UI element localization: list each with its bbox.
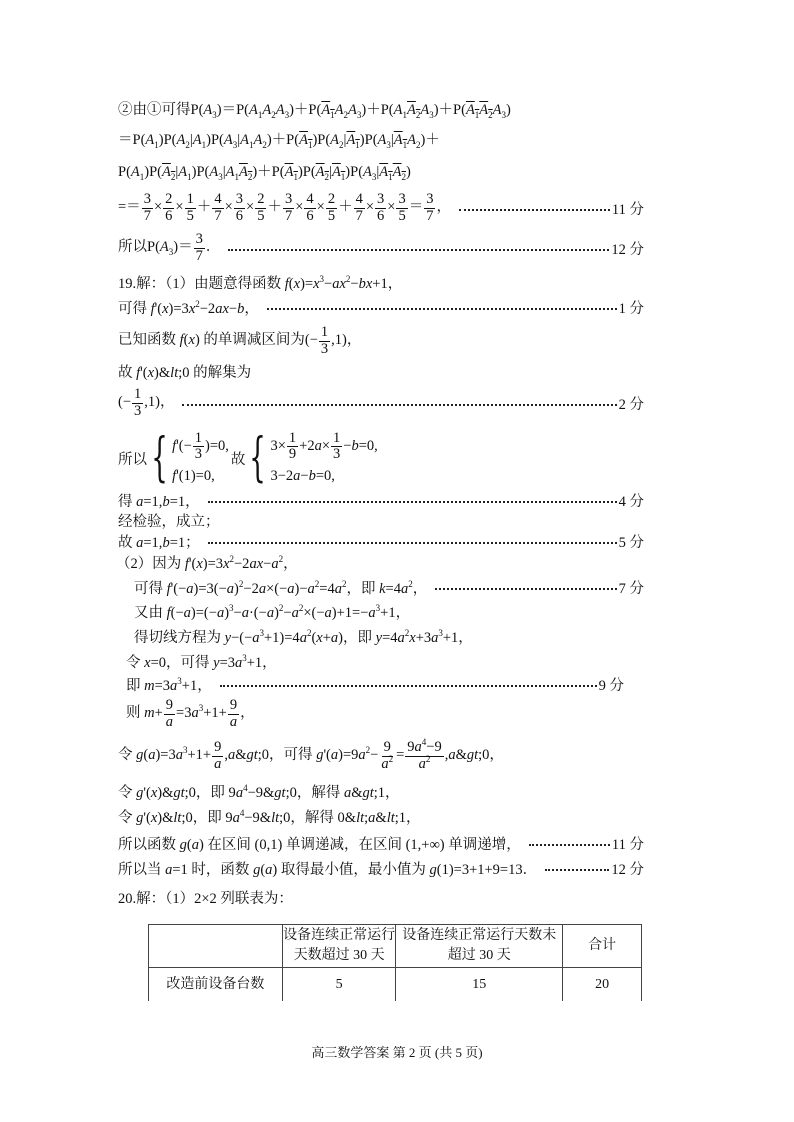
page-footer: 高三数学答案 第 2 页 (共 5 页) — [311, 1045, 483, 1060]
text-line: 可得 $f'(-a)=3(-a)^2-2a\times(-a)-a^2=4a^2$，即 $k=4a^2$， 7 分 — [134, 575, 644, 599]
text-line: 19.解：（1）由题意得函数 $f(x)=x^3-ax^2-bx+1$， — [118, 273, 403, 292]
text-line: 20.解：（1）2×2 列联表为： — [118, 890, 293, 907]
score-label: 2 分 — [618, 396, 644, 413]
table-header-cell: 合计 — [563, 925, 642, 968]
contingency-table — [148, 924, 642, 1001]
text-line: 经检验，成立； — [118, 513, 220, 530]
text-line: 即 $m=3a^3+1$， 9 分 — [126, 672, 624, 696]
table-header-cell: 设备连续正常运行天数超过 30 天 — [282, 925, 396, 968]
score-label: 9 分 — [598, 677, 624, 694]
text-line: $P(A_1)P(A_2|A_1)P(A_3|A_1A_2)+P(A_1)P(A_2|A_1)P(A_3|A_1A_2)$ — [118, 163, 411, 182]
table-cell: 15 — [396, 968, 563, 1002]
text-line: ②由①可得$P(A_3)=P(A_1A_2A_3)+P(A_1A_2A_3)+P(A_1A_2A_3)+P(A_1A_2A_3)$ — [118, 101, 511, 120]
text-line: 得 a=1,b=1， 4 分 — [118, 488, 644, 512]
text-line: 已知函数 f(x) 的单调减区间为(− $\frac{1}{3}$ ,1)， — [118, 324, 362, 357]
text-line: 所以当 a=1 时，函数 g(a) 取得最小值，最小值为 g(1)=3+1+9=13． 12 分 — [118, 856, 644, 880]
dotted-leader — [435, 588, 616, 590]
text-line: (− $\frac{1}{3}$ ,1)， 2 分 — [118, 386, 644, 419]
left-brace: { — [249, 428, 267, 488]
score-label: 12 分 — [611, 861, 644, 878]
text-line: 故 f'(x)&lt;0 的解集为 — [118, 364, 252, 381]
table-header-cell — [149, 925, 283, 968]
text-line: 又由 $f(-a)=(-a)^3-a\cdot(-a)^2-a^2\times(-a)+1=-a^3+1$， — [134, 602, 411, 621]
text-line: 令 g'(x)&lt;0，即 $9a^4-9\&lt;0$，解得 0&lt;a&lt;1， — [118, 807, 421, 826]
table-cell: 改造前设备台数 — [149, 968, 283, 1002]
text-line: 令 x=0，可得 $y=3a^3+1$， — [126, 652, 277, 671]
score-label: 5 分 — [618, 534, 644, 551]
dotted-leader — [220, 685, 597, 687]
table-cell: 5 — [282, 968, 396, 1002]
table-header-row — [149, 925, 642, 968]
dotted-leader — [208, 501, 617, 503]
score-label: 11 分 — [611, 836, 644, 853]
score-label: 4 分 — [618, 493, 644, 510]
text-line: 所以函数 g(a) 在区间 (0,1) 单调递减，在区间 (1,+∞) 单调递增， 11 分 — [118, 831, 644, 855]
table-header-cell: 设备连续正常运行天数未超过 30 天 — [396, 925, 563, 968]
text-line: 则 m+ $\frac{9}{a}$ $=3a^3+1+$ $\frac{9}{a}$ ， — [126, 697, 255, 730]
text-line: （2）因为 $f'(x)=3x^2-2ax-a^2$， — [116, 553, 298, 572]
dotted-leader — [228, 249, 609, 251]
text-line: 所以$P(A_3)=$ $\frac{3}{7}$ ． 12 分 — [118, 231, 644, 264]
text-line: 令 $g(a)=3a^3+1+$ $\frac{9}{a}$ ,a&gt;0，可得 $g'(a)=9a^2-$ $\frac{9}{a^2}$ = $\frac{9a^4-9}{a^2}$ ,a&gt;0， — [118, 737, 504, 772]
score-label: 12 分 — [611, 241, 644, 258]
equation-system: 所以 { f'(− $\frac{1}{3}$ )=0, f'(1)=0, 故 { 3× $\frac{1}{9}$ +2a× $\frac{1}{3}$ −b=0, 3−2a−b=0, — [118, 428, 378, 488]
text-line: 可得 $f'(x)=3x^2-2ax-b$， 1 分 — [118, 295, 644, 319]
dotted-leader — [459, 209, 610, 211]
dotted-leader — [529, 844, 610, 846]
text-line: 得切线方程为 $y-(-a^3+1)=4a^2(x+a)$，即 $y=4a^2x+3a^3+1$， — [134, 627, 473, 646]
text-line: 故 a=1,b=1； 5 分 — [118, 529, 644, 553]
dotted-leader — [208, 542, 617, 544]
score-label: 7 分 — [618, 580, 644, 597]
text-line: =＝ $\frac{3}{7}$ × $\frac{2}{6}$ × $\frac{1}{5}$ ＋ $\frac{4}{7}$ × $\frac{3}{6}$ × $\frac{2}{5}$ ＋ $\frac{3}{7}$ × $\frac{4}{6}$ × $\frac{2}{5}$ ＋ $\frac{4}{7}$ × $\frac{3}{6}$ × $\frac{3}{5}$ ＝ $\frac{3}{7}$ ， 11 分 — [118, 191, 644, 224]
left-brace: { — [151, 428, 168, 488]
dotted-leader — [267, 308, 617, 310]
score-label: 11 分 — [611, 201, 644, 218]
text-line: $=P(A_1)P(A_2|A_1)P(A_3|A_1A_2)+P(A_1)P(A_2|A_1)P(A_3|A_1A_2)+$ — [118, 131, 440, 150]
table-row — [149, 968, 642, 1002]
score-label: 1 分 — [618, 300, 644, 317]
table-cell: 20 — [563, 968, 642, 1002]
text-line: 令 g'(x)&gt;0，即 $9a^4-9\&gt;0$，解得 a&gt;1， — [118, 782, 400, 801]
dotted-leader — [545, 869, 609, 871]
dotted-leader — [182, 404, 616, 406]
